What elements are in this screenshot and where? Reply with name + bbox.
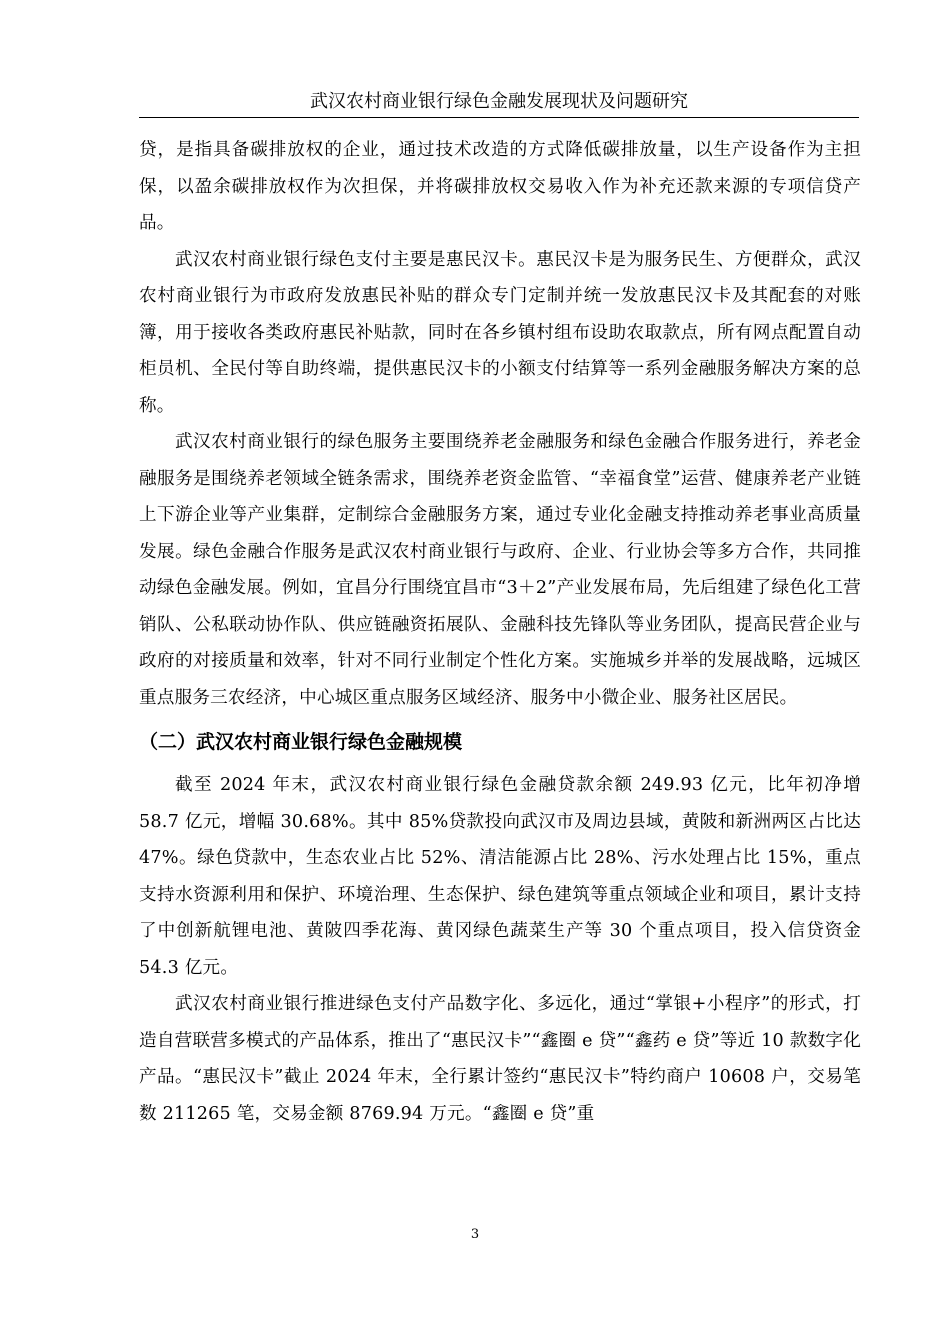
document-body <box>139 132 861 1132</box>
paragraph-green-loan-scale: 截至 2024 年末，武汉农村商业银行绿色金融贷款余额 249.93 亿元，比年初净增 58.7 亿元，增幅 30.68%。其中 85%贷款投向武汉市及周边县域，黄陂和新洲两区占比达 47%。绿色贷款中，生态农业占比 52%、清洁能源占比 28%、污水处理占比 15%，重点支持水资源利用和保护、环境治理、生态保护、绿色建筑等重点领域企业和项目，累计支持了中创新航锂电池、黄陂四季花海、黄冈绿色蔬菜生产等 30 个重点项目，投入信贷资金 54.3 亿元。 <box>139 775 861 978</box>
page-number: 3 <box>470 1227 480 1242</box>
paragraph-carbon-loan-continuation: 贷，是指具备碳排放权的企业，通过技术改造的方式降低碳排放量，以生产设备作为主担保，以盈余碳排放权作为次担保，并将碳排放权交易收入作为补充还款来源的专项信贷产品。 <box>139 140 861 233</box>
paragraph-green-service: 武汉农村商业银行的绿色服务主要围绕养老金融服务和绿色金融合作服务进行，养老金融服务是围绕养老领域全链条需求，围绕养老资金监管、“幸福食堂”运营、健康养老产业链上下游企业等产业集群，定制综合金融服务方案，通过专业化金融支持推动养老事业高质量发展。绿色金融合作服务是武汉农村商业银行与政府、企业、行业协会等多方合作，共同推动绿色金融发展。例如，宜昌分行围绕宜昌市“3＋2”产业发展布局，先后组建了绿色化工营销队、公私联动协作队、供应链融资拓展队、金融科技先锋队等业务团队，提高民营企业与政府的对接质量和效率，针对不同行业制定个性化方案。实施城乡并举的发展战略，远城区重点服务三农经济，中心城区重点服务区域经济、服务中小微企业、服务社区居民。 <box>139 432 861 708</box>
paragraph-digital-payment: 武汉农村商业银行推进绿色支付产品数字化、多远化，通过“掌银+小程序”的形式，打造自营联营多模式的产品体系，推出了“惠民汉卡”“鑫圈 e 贷”“鑫药 e 贷”等近 10 款数字化产品。“惠民汉卡”截止 2024 年末，全行累计签约“惠民汉卡”特约商户 10608 户，交易笔数 211265 笔，交易金额 8769.94 万元。“鑫圈 e 贷”重 <box>139 994 861 1124</box>
header-rule <box>139 117 859 118</box>
running-header: 武汉农村商业银行绿色金融发展现状及问题研究 <box>310 91 688 112</box>
section-heading: （二）武汉农村商业银行绿色金融规模 <box>139 731 463 753</box>
paragraph-green-payment: 武汉农村商业银行绿色支付主要是惠民汉卡。惠民汉卡是为服务民生、方便群众，武汉农村商业银行为市政府发放惠民补贴的群众专门定制并统一发放惠民汉卡及其配套的对账簿，用于接收各类政府惠民补贴款，同时在各乡镇村组布设助农取款点，所有网点配置自动柜员机、全民付等自助终端，提供惠民汉卡的小额支付结算等一系列金融服务解决方案的总称。 <box>139 249 861 416</box>
